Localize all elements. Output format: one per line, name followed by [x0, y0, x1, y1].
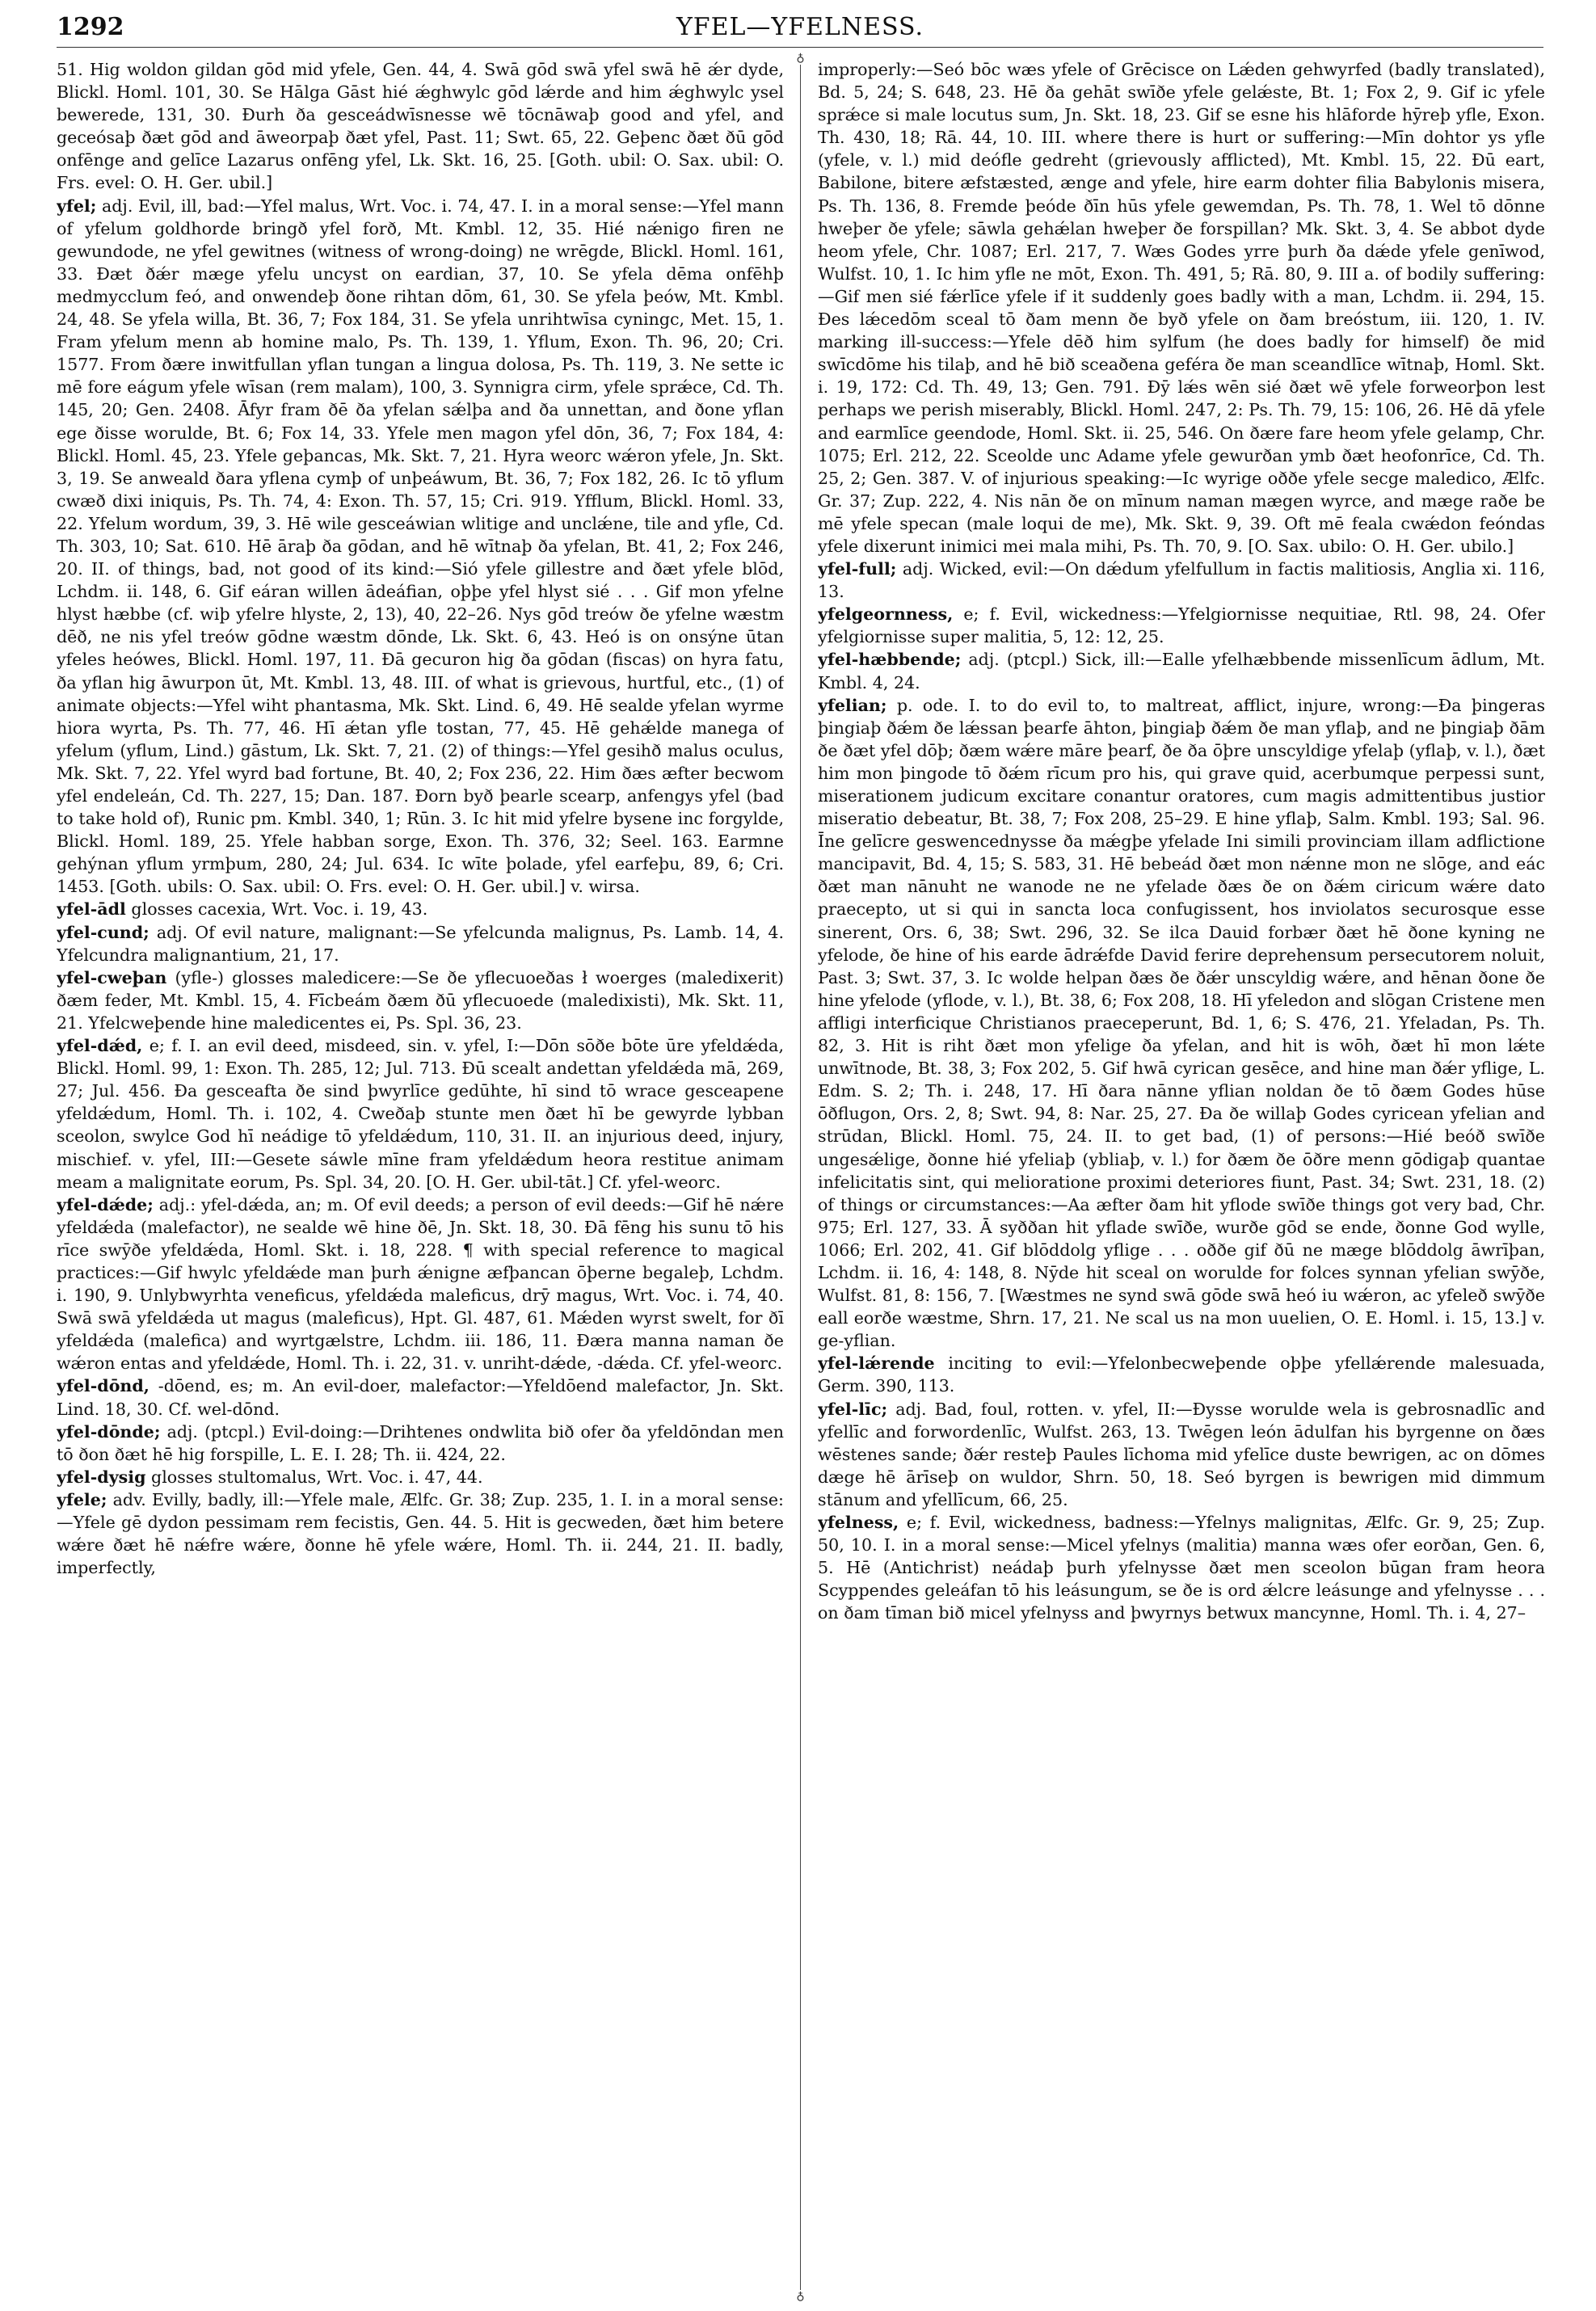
entry: [818, 58, 1545, 558]
entry: [818, 603, 1545, 648]
entry: [818, 1511, 1545, 1624]
entry-text: glosses stultomalus, Wrt. Voc. i. 47, 44.: [151, 1467, 483, 1487]
headword: yfel-hæbbende;: [818, 650, 962, 670]
ornament-icon: ♁: [794, 2290, 806, 2303]
headword: yfel-cweþan: [57, 967, 167, 987]
entry: [57, 1466, 784, 1488]
entry-text: 51. Hig woldon gildan gōd mid yfele, Gen. 44, 4. Swā gōd swā yfel swā hē ǽr dyde, Blickl. Homl. 101, 30. Se Hālga Gāst hié ǽghwylc gōd lǽrde and him ǽghwylc ysel bewerede, 131, 30. Ðurh ða gesceádwīsnesse wē tōcnāwaþ good and yfel, and geceósaþ ðæt gōd and āweorpaþ ðæt yfel, Past. 11; Swt. 65, 22. Geþenc ðæt ðū gōd onfēnge and gelīce Lazarus onfēng yfel, Lk. Skt. 16, 25. [Goth. ubil: O. Sax. ubil: O. Frs. evel: O. H. Ger. ubil.]: [57, 60, 784, 193]
headword: yfel-lǽrende: [818, 1353, 935, 1374]
entry-text: -dōend, es; m. An evil-doer, malefactor:—Yfeldōend malefactor, Jn. Skt. Lind. 18, 30. Cf. wel-dōnd.: [57, 1376, 784, 1419]
entry-text: (yfle-) glosses maledicere:—Se ðe yflecuoeðas ł woerges (maledixerit) ðæm feder, Mt. Kmbl. 15, 4. Fīcbeám ðæm ðū yflecuoede (maledixisti), Mk. Skt. 11, 21. Yfelcweþende hine maledicentes ei, Ps. Spl. 36, 23.: [57, 967, 784, 1033]
headword: yfele;: [57, 1489, 107, 1509]
entry: [57, 1421, 784, 1466]
entry: [57, 195, 784, 899]
ornament-icon: ♁: [794, 52, 806, 65]
entry: [57, 1488, 784, 1579]
entry: [57, 898, 784, 920]
headword: yfelian;: [818, 695, 887, 715]
entry-text: adj. (ptcpl.) Sick, ill:—Ealle yfelhæbbende missenlīcum ādlum, Mt. Kmbl. 4, 24.: [818, 650, 1545, 692]
entry-text: adj. (ptcpl.) Evil-doing:—Drihtenes ondwlita bið ofer ða yfeldōndan men tō ðon ðæt hē hig forspille, L. E. I. 28; Th. ii. 424, 22.: [57, 1421, 784, 1464]
entry-text: adj. Bad, foul, rotten. v. yfel, II:—Ðysse worulde wela is gebrosnadlīc and yfellīc and forwordenlīc, Wulfst. 263, 13. Twēgen león ādulfan his byrgenne on ðæs wēstenes sande; ðǽr resteþ Paules līchoma mid yfelīce duste bewrigen, ac on dōmes dæge hē ārīseþ on wuldor, Shrn. 50, 18. Seó byrgen is bewrigen mid dimmum stānum and yfellīcum, 66, 25.: [818, 1399, 1545, 1509]
entry-text: e; f. Evil, wickedness, badness:—Yfelnys malignitas, Ælfc. Gr. 9, 25; Zup. 50, 10. I. in a moral sense:—Micel yfelnys (malitia) manna wæs ofer eorðan, Gen. 6, 5. Hē (Antichrist) neádaþ þurh yfelnysse ðæt men sceolon būgan fram heora Scyppendes geleáfan tō his leásungum, se ðe is ord ǽlcre leásunge and yfelnysse . . . on ðam tīman bið micel yfelnyss and þwyrnys betwux mancynne, Homl. Th. i. 4, 27–: [818, 1513, 1545, 1623]
headword: yfel-full;: [818, 559, 897, 579]
entry: [57, 1193, 784, 1375]
page-header: [57, 11, 1543, 48]
headword: yfel-cund;: [57, 922, 149, 942]
entry: [818, 558, 1545, 603]
dictionary-page: [57, 11, 1545, 2303]
page-number: 1292: [57, 13, 124, 41]
entry: [57, 1034, 784, 1193]
entry: [818, 1398, 1545, 1511]
headword: yfelgeornness,: [818, 604, 954, 625]
entry-text: adj. Wicked, evil:—On dǽdum yfelfullum in factis malitiosis, Anglia xi. 116, 13.: [818, 559, 1545, 602]
entry-text: e; f. I. an evil deed, misdeed, sin. v. yfel, I:—Dōn sōðe bōte ūre yfeldǽda, Blickl. Homl. 99, 1: Exon. Th. 285, 12; Jul. 713. Ðū scealt andettan yfeldǽda mā, 269, 27; Jul. 456. Ða gesceafta ðe sind þwyrlīce gedūhte, hī sind tō wrace gesceapene yfeldǽdum, Homl. Th. i. 102, 4. Cweðaþ stunte men ðæt hī be gewyrde lybban sceolon, swylce God hī neádige tō yfeldǽdum, 110, 31. II. an injurious deed, injury, mischief. v. yfel, III:—Gesete sáwle mīne fram yfeldǽdum heora restitue animam meam a malignitate eorum, Ps. Spl. 34, 20. [O. H. Ger. ubil-tāt.] Cf. yfel-weorc.: [57, 1036, 784, 1192]
entry: [818, 694, 1545, 1353]
entry: [818, 1352, 1545, 1397]
headword: yfelness,: [818, 1513, 899, 1532]
entry-text: glosses cacexia, Wrt. Voc. i. 19, 43.: [131, 899, 428, 920]
right-column: [818, 58, 1545, 2296]
entry-text: adj. Of evil nature, malignant:—Se yfelcunda malignus, Ps. Lamb. 14, 4. Yfelcundra malignantium, 21, 17.: [57, 922, 784, 965]
entry-text: improperly:—Seó bōc wæs yfele of Grēcisce on Lǽden gehwyrfed (badly translated), Bd. 5, 24; S. 648, 23. Hē ða gehāt swīðe yfele gelǽste, Bt. 1; Fox 2, 9. Gif ic yfele sprǽce si male locutus sum, Jn. Skt. 18, 23. Gif se esne his hlāforde hȳreþ yfle, Exon. Th. 430, 18; Rā. 44, 10. III. where there is hurt or suffering:—Mīn dohtor ys yfle (yfele, v. l.) mid deófle gedreht (grievously afflicted), Mt. Kmbl. 15, 22. Ðū eart, Babilone, bitere æfstæsted, ænge and yfele, hire earm dohter filia Babylonis misera, Ps. Th. 136, 8. Fremde þeóde ðīn hūs yfele gewemdan, Ps. Th. 78, 1. Wel tō dōnne hweþer ðe yfele; sāwla gehǽlan hweþer ðe forspillan? Mk. Skt. 3, 4. Se abbot dyde heom yfele, Chr. 1087; Erl. 217, 7. Wæs Godes yrre þurh ða dǽde yfele genīwod, Wulfst. 10, 1. Ic him yfle ne mōt, Exon. Th. 491, 5; Rā. 80, 9. III a. of bodily suffering:—Gif men sié fǽrlīce yfele if it suddenly goes badly with a man, Lchdm. ii. 294, 15. Ðes lǽcedōm sceal tō ðam menn ðe byð yfele on ðam breóstum, iii. 120, 1. IV. marking ill-success:—Yfele dēð him sylfum (he does badly for himself) ðe mid swīcdōme his tilaþ, and hē bið sceaðena geféra ðe man sceandlīce wītnaþ, Homl. Skt. i. 19, 172: Cd. Th. 49, 13; Gen. 791. Ðȳ lǽs wēn sié ðæt wē yfele forweorþon lest perhaps we perish miserably, Blickl. Homl. 247, 2: Ps. Th. 79, 15: 106, 26. Hē dā yfele and earmlīce geendode, Homl. Skt. ii. 25, 546. On ðære fare heom yfele gelamp, Chr. 1075; Erl. 212, 22. Sceolde unc Adame yfele gewurðan ymb ðæt heofonrīce, Cd. Th. 25, 2; Gen. 387. V. of injurious speaking:—Ic wyrige oððe yfele secge maledico, Ælfc. Gr. 37; Zup. 222, 4. Nis nān ðe on mīnum naman mægen wyrce, and mæge raðe be mē yfele specan (male loqui de me), Mk. Skt. 9, 39. Oft mē feala cwǽdon feóndas yfele dixerunt inimici mei mala mihi, Ps. Th. 70, 9. [O. Sax. ubilo: O. H. Ger. ubilo.]: [818, 60, 1545, 556]
headword: yfel-dǽde;: [57, 1194, 154, 1214]
entry-text: adj. Evil, ill, bad:—Yfel malus, Wrt. Voc. i. 74, 47. I. in a moral sense:—Yfel mann of yfelum goldhorde bringð yfel forð, Mt. Kmbl. 12, 35. Hié nǽnigo firen ne gewundode, ne yfel gewitnes (witness of wrong-doing) ne wrēgde, Blickl. Homl. 161, 33. Ðæt ðǽr mæge yfelu uncyst on eardian, 37, 10. Se yfela dēma onfēhþ medmycclum feó, and onwendeþ ðone rihtan dōm, 61, 30. Se yfela þeów, Mt. Kmbl. 24, 48. Se yfela willa, Bt. 36, 7; Fox 184, 31. Se yfela unrihtwīsa cyningc, Met. 15, 1. Fram yfelum menn ab homine malo, Ps. Th. 139, 1. Yflum, Exon. Th. 96, 20; Cri. 1577. From ðære inwitfullan yflan tungan a lingua dolosa, Ps. Th. 119, 3. Ne sette ic mē fore eágum yfele wīsan (rem malam), 100, 3. Synnigra cirm, yfele sprǽce, Cd. Th. 145, 20; Gen. 2408. Āfyr fram ðē ða yfelan sǽlþa and ða unnettan, and ðone yflan ege ðisse worulde, Bt. 6; Fox 14, 33. Yfele men magon yfel dōn, 36, 7; Fox 184, 4: Blickl. Homl. 45, 23. Yfele geþancas, Mk. Skt. 7, 21. Hyra weorc wǽron yfele, Jn. Skt. 3, 19. Se anweald ðara yflena cymþ of unþeáwum, Bt. 36, 7; Fox 182, 26. Ic tō yflum cwæð dixi iniquis, Ps. Th. 74, 4: Exon. Th. 57, 15; Cri. 919. Yfflum, Blickl. Homl. 33, 22. Yfelum wordum, 39, 3. Hē wile gesceáwian wlitige and unclǽne, tile and yfle, Cd. Th. 303, 10; Sat. 610. Hē āraþ ða gōdan, and hē wītnaþ ða yfelan, Bt. 41, 2; Fox 246, 20. II. of things, bad, not good of its kind:—Sió yfele gillestre and ðæt yfele blōd, Lchdm. ii. 148, 6. Gif eáran willen ādeáfian, oþþe yfel hlyst sié . . . Gif mon yfelne hlyst hæbbe (cf. wiþ yfelre hlyste, 2, 13), 40, 22–26. Nys gōd treów ðe yfelne wæstm dēð, ne nis yfel treów gōdne wæstm dōnde, Lk. Skt. 6, 43. Heó is on onsýne ūtan yfeles heówes, Blickl. Homl. 197, 11. Ðā gecuron hig ða gōdan (fiscas) on hyra fatu, ða yflan hig āwurpon ūt, Mt. Kmbl. 13, 48. III. of what is grievous, hurtful, etc., (1) of animate objects:—Yfel wiht phantasma, Mk. Skt. Lind. 6, 49. Hē sealde yfelan wyrme hiora wyrta, Ps. Th. 77, 46. Hī ǽtan yfle tostan, 77, 45. Hē gehǽlde manega of yfelum (yflum, Lind.) gāstum, Lk. Skt. 7, 21. (2) of things:—Yfel gesihð malus oculus, Mk. Skt. 7, 22. Yfel wyrd bad fortune, Bt. 40, 2; Fox 236, 22. Him ðæs æfter becwom yfel endeleán, Cd. Th. 227, 15; Dan. 187. Ðorn byð þearle scearp, anfengys yfel (bad to take hold of), Runic pm. Kmbl. 340, 1; Rūn. 3. Ic hit mid yfelre bysene inc forgylde, Blickl. Homl. 189, 25. Yfele habban sorge, Exon. Th. 376, 32; Seel. 163. Earmne gehýnan yflum yrmþum, 280, 24; Jul. 634. Ic wīte þolade, yfel earfeþu, 89, 6; Cri. 1453. [Goth. ubils: O. Sax. ubil: O. Frs. evel: O. H. Ger. ubil.] v. wirsa.: [57, 196, 784, 897]
entry-text: e; f. Evil, wickedness:—Yfelgiornisse nequitiae, Rtl. 98, 24. Ofer yfelgiornisse super malitia, 5, 12: 12, 25.: [818, 604, 1545, 647]
entry-text: inciting to evil:—Yfelonbecweþende oþþe yfellǽrende malesuada, Germ. 390, 113.: [818, 1353, 1545, 1396]
running-head: YFEL—YFELNESS.: [676, 13, 924, 41]
column-divider: [796, 52, 805, 2303]
entry: [57, 921, 784, 966]
headword: yfel;: [57, 196, 97, 216]
headword: yfel-līc;: [818, 1399, 888, 1419]
entry: [57, 58, 784, 195]
headword: yfel-dōnde;: [57, 1421, 161, 1442]
headword: yfel-dǽd,: [57, 1036, 143, 1056]
headword: yfel-ādl: [57, 899, 126, 920]
headword: yfel-dysig: [57, 1467, 146, 1487]
entry-text: adj.: yfel-dǽda, an; m. Of evil deeds; a person of evil deeds:—Gif hē nǽre yfeldǽda (malefactor), ne sealde wē hine ðē, Jn. Skt. 18, 30. Ðā fēng his sunu tō his rīce swȳðe yfeldǽda, Homl. Skt. i. 18, 228. ¶ with special reference to magical practices:—Gif hwylc yfeldǽde man þurh ǽnigne æfþancan ōþerne begaleþ, Lchdm. i. 190, 9. Unlybwyrhta veneficus, yfeldǽda maleficus, drȳ magus, Wrt. Voc. i. 74, 40. Swā swā yfeldǽda ut magus (maleficus), Hpt. Gl. 487, 61. Mǽden wyrst swelt, for ðī yfeldǽda (malefica) and wyrtgælstre, Lchdm. iii. 186, 11. Ðæra manna naman ðe wǽron entas and yfeldǽde, Homl. Th. i. 22, 31. v. unriht-dǽde, -dǽda. Cf. yfel-weorc.: [57, 1194, 784, 1374]
entry: [57, 1374, 784, 1420]
entry: [57, 966, 784, 1034]
left-column: [57, 58, 784, 2296]
entry-text: p. ode. I. to do evil to, to maltreat, afflict, injure, wrong:—Ða þingeras þingiaþ ðǽm ðe lǽssan þearfe āhton, þingiaþ ðǽm ðe man yflaþ, and ne þingiaþ ðām ðe ðæt yfel dōþ; ðæm wǽre māre þearf, ðe ða ōþre unscyldige yfelaþ (yflaþ, v. l.), ðæt him mon þingode tō ðǽm rīcum pro his, qui grave quid, acerbumque perpessi sunt, miserationem judicum excitare conantur oratores, cum magis admittentibus justior miseratio debeatur, Bt. 38, 7; Fox 208, 25–29. E hine yflaþ, Salm. Kmbl. 193; Sal. 96. Īne gelīcre geswencednysse ða mǽgþe yfelade Ini simili provinciam illam adflictione mancipavit, Bd. 4, 15; S. 583, 31. Hē bebeád ðæt mon nǽnne mon ne slōge, and eác ðæt man nānuht ne wanode ne ne yfelade ðæs ðe on ðǽm ciricum wǽre dato praecepto, ut si qui in sancta loca confugissent, hos inviolatos securosque esse sinerent, Ors. 6, 38; Swt. 296, 32. Se ilca Dauid forbær ðæt hē ðone kyning ne yfelode, ðe hine of his earde ādrǽfde David ferire deprehensum persecutorem noluit, Past. 3; Swt. 37, 3. Ic wolde helpan ðæs ðe ðǽr unscyldig wǽre, and hēnan ðone ðe hine yfelode (yflode, v. l.), Bt. 38, 6; Fox 208, 18. Hī yfeledon and slōgan Cristene men affligi interficique Christianos praeceperunt, Bd. 1, 6; S. 476, 21. Yfeladan, Ps. Th. 82, 3. Hit is riht ðæt mon yfelige ða yfelan, and hit is wōh, ðæt hī mon lǽte unwītnode, Bt. 38, 3; Fox 202, 5. Gif hwā cyrican gesēce, and hine man ðǽr yflige, L. Edm. S. 2; Th. i. 248, 17. Hī ðara nānne yflian noldan ðe tō ðæm Godes hūse ōðflugon, Ors. 2, 8; Swt. 94, 8: Nar. 25, 27. Ða ðe willaþ Godes cyricean yfelian and strūdan, Blickl. Homl. 75, 24. II. to get bad, (1) of persons:—Hié beóð swīðe ungesǽlige, ðonne hié yfeliaþ (ybliaþ, v. l.) for ðæm ðe ōðre menn gōdigaþ quantae infelicitatis sint, qui melioratione proximi deteriores fiunt, Past. 34; Swt. 231, 18. (2) of things or circumstances:—Aa æfter ðam hit yflode swīðe things got very bad, Chr. 975; Erl. 127, 33. Ā syððan hit yflade swīðe, wurðe gōd se ende, ðonne God wylle, 1066; Erl. 202, 41. Gif blōddolg yflige . . . oððe gif ðū ne mæge blōddolg āwrīþan, Lchdm. ii. 16, 4: 148, 8. Nȳde hit sceal on worulde for folces synnan yfelian swȳðe, Wulfst. 81, 8: 156, 7. [Wæstmes ne synd swā gōde swā heó iu wǽron, ac yfeleð swȳðe eall eorðe wæstme, Shrn. 17, 21. Ne scal us na mon uuelien, O. E. Homl. i. 15, 13.] v. ge-yflian.: [818, 695, 1545, 1351]
entry-text: adv. Evilly, badly, ill:—Yfele male, Ælfc. Gr. 38; Zup. 235, 1. I. in a moral sense:—Yfele gē dydon pessimam rem fecistis, Gen. 44. 5. Hit is gecweden, ðæt him betere wǽre ðæt hē nǽfre wǽre, ðonne hē yfele wǽre, Homl. Th. ii. 244, 21. II. badly, imperfectly,: [57, 1489, 784, 1578]
entry: [818, 648, 1545, 693]
headword: yfel-dōnd,: [57, 1376, 149, 1396]
two-column-body: [57, 52, 1545, 2303]
